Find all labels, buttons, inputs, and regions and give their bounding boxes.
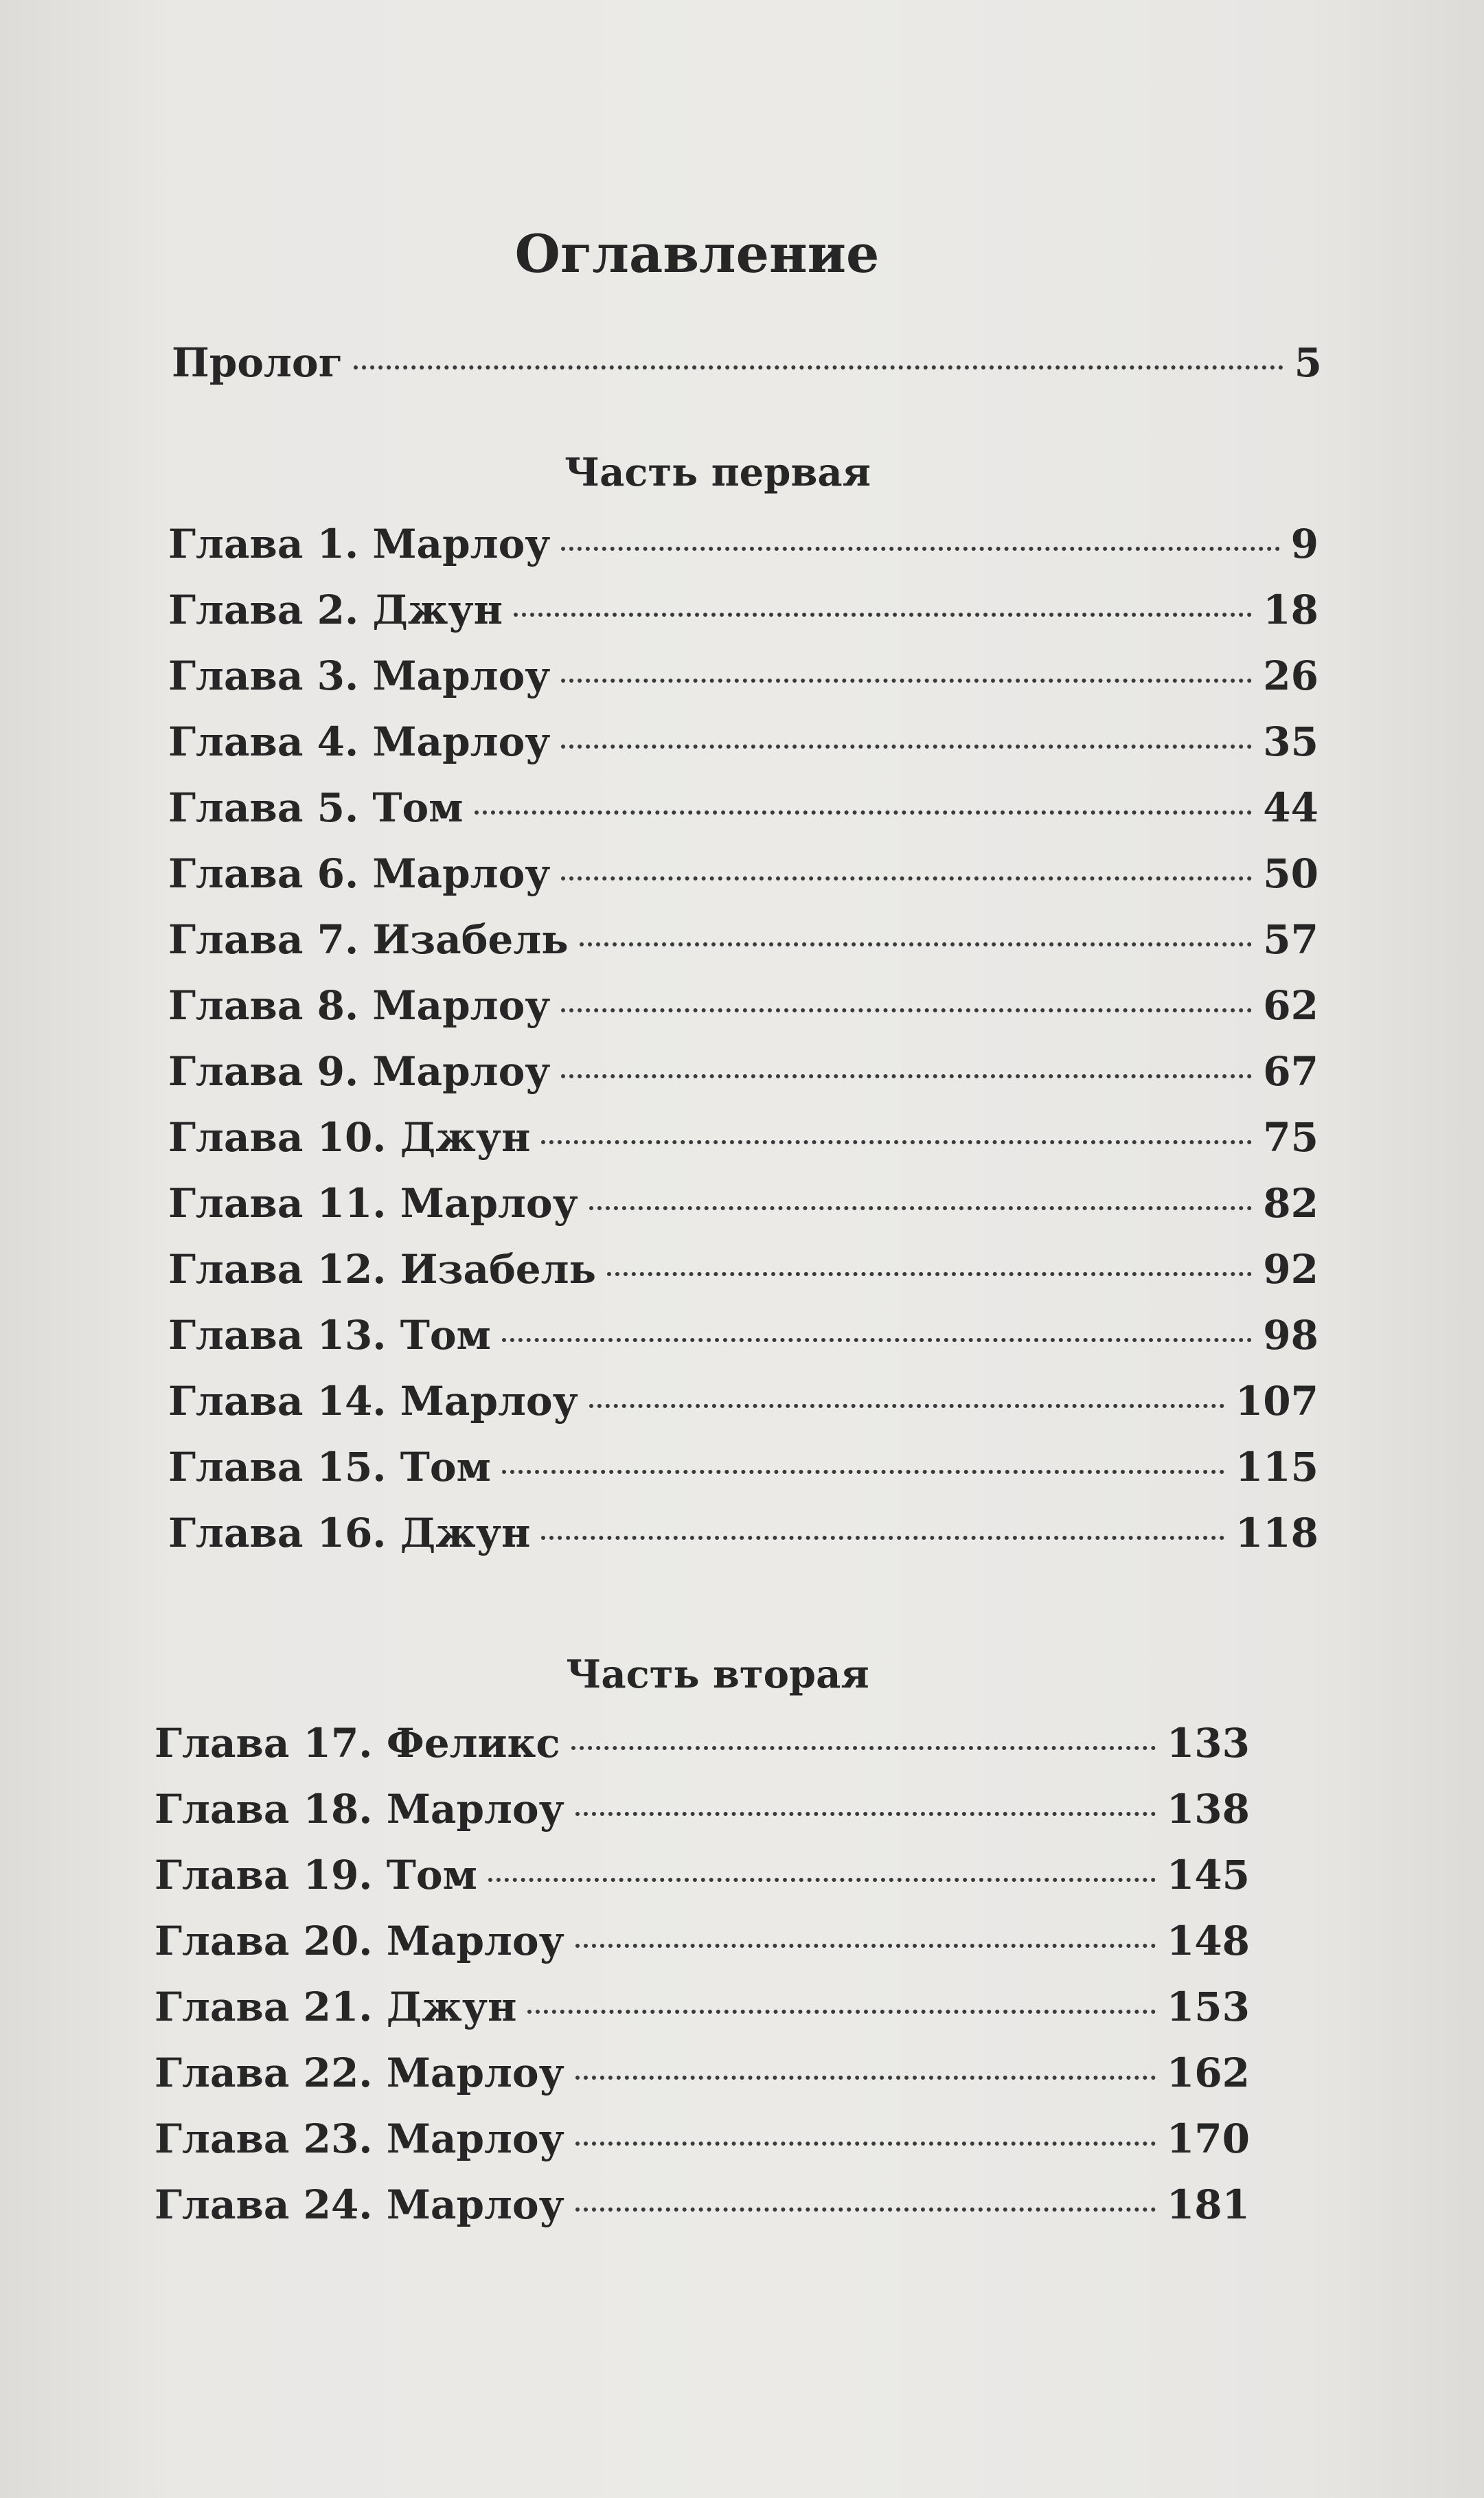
entry-page: 67 (1263, 1048, 1319, 1095)
dot-leader (561, 679, 1252, 683)
toc-entry (155, 2172, 1250, 2238)
entry-page: 133 (1166, 1720, 1250, 1767)
entry-page: 5 (1294, 339, 1322, 386)
entry-page: 82 (1263, 1180, 1319, 1227)
entry-label: Глава 7. Изабель (168, 916, 569, 963)
dot-leader (514, 613, 1252, 617)
entry-page: 107 (1235, 1378, 1319, 1424)
entry-page: 18 (1263, 587, 1319, 633)
entry-page: 92 (1263, 1246, 1319, 1293)
dot-leader (502, 1470, 1224, 1474)
toc-entry-prologue (155, 330, 1322, 396)
toc-entry (155, 1710, 1250, 1776)
dot-leader (475, 810, 1253, 815)
entry-page: 153 (1166, 1984, 1250, 2030)
dot-leader (541, 1536, 1224, 1540)
toc-entry (155, 1974, 1250, 2040)
entry-label: Глава 4. Марлоу (168, 718, 551, 765)
dot-leader (541, 1140, 1252, 1144)
dot-leader (589, 1206, 1253, 1210)
entry-label: Глава 19. Том (155, 1852, 477, 1898)
entry-label: Глава 23. Марлоу (155, 2115, 564, 2162)
entry-label: Глава 9. Марлоу (168, 1048, 551, 1095)
toc-entry (168, 1236, 1319, 1302)
toc-entry (168, 973, 1319, 1038)
toc-entry (168, 577, 1319, 643)
entry-label: Глава 11. Марлоу (168, 1180, 578, 1227)
dot-leader (575, 1944, 1156, 1948)
dot-leader (580, 942, 1253, 946)
entry-page: 98 (1263, 1312, 1319, 1359)
entry-label: Глава 13. Том (168, 1312, 491, 1359)
entry-label: Глава 12. Изабель (168, 1246, 596, 1293)
entry-page: 118 (1235, 1510, 1319, 1556)
entry-page: 26 (1263, 652, 1319, 699)
toc-entry (168, 1302, 1319, 1368)
entry-label: Глава 20. Марлоу (155, 1918, 564, 1964)
dot-leader (575, 2076, 1156, 2080)
entry-page: 50 (1263, 850, 1319, 897)
entry-label: Глава 5. Том (168, 784, 464, 831)
entry-page: 148 (1166, 1918, 1250, 1964)
entry-label: Глава 1. Марлоу (168, 521, 551, 567)
entry-label: Глава 15. Том (168, 1444, 491, 1490)
entry-label: Глава 10. Джун (168, 1114, 531, 1161)
part-heading: Часть первая (564, 450, 871, 495)
toc-entry (168, 1170, 1319, 1236)
dot-leader (561, 1008, 1252, 1012)
entry-label: Глава 3. Марлоу (168, 652, 551, 699)
entry-page: 62 (1263, 982, 1319, 1029)
entry-label: Глава 16. Джун (168, 1510, 531, 1556)
toc-entry (168, 1038, 1319, 1104)
entry-label: Глава 14. Марлоу (168, 1378, 578, 1424)
toc-entry (155, 2040, 1250, 2106)
part-heading: Часть вторая (566, 1652, 869, 1697)
dot-leader (488, 1878, 1156, 1882)
dot-leader (561, 1074, 1252, 1078)
toc-entry (168, 1434, 1319, 1500)
entry-label: Глава 22. Марлоу (155, 2050, 564, 2096)
dot-leader (575, 2142, 1156, 2146)
toc-entry (155, 1908, 1250, 1974)
entry-page: 44 (1263, 784, 1319, 831)
toc-entry (168, 511, 1319, 577)
entry-label: Глава 21. Джун (155, 1984, 517, 2030)
entry-label: Глава 6. Марлоу (168, 850, 551, 897)
toc-entry (168, 1368, 1319, 1434)
toc-entry (168, 841, 1319, 907)
toc-entry (168, 775, 1319, 841)
dot-leader (561, 876, 1252, 881)
dot-leader (571, 1746, 1156, 1750)
entry-page: 181 (1166, 2181, 1250, 2228)
dot-leader (527, 2010, 1156, 2014)
toc-entry (168, 907, 1319, 973)
dot-leader (589, 1404, 1224, 1408)
entry-page: 162 (1166, 2050, 1250, 2096)
dot-leader (561, 745, 1252, 749)
entry-page: 9 (1290, 521, 1319, 567)
entry-page: 57 (1263, 916, 1319, 963)
toc-entry (168, 1104, 1319, 1170)
chapter-list-part-2 (155, 1710, 1322, 2238)
dot-leader (561, 547, 1279, 551)
entry-label: Глава 18. Марлоу (155, 1786, 564, 1832)
entry-page: 75 (1263, 1114, 1319, 1161)
dot-leader (607, 1272, 1252, 1276)
entry-page: 170 (1166, 2115, 1250, 2162)
toc-entry (155, 1776, 1250, 1842)
dot-leader (575, 1812, 1156, 1816)
toc-entry (168, 1500, 1319, 1566)
entry-label: Глава 8. Марлоу (168, 982, 551, 1029)
entry-page: 145 (1166, 1852, 1250, 1898)
entry-label: Глава 17. Феликс (155, 1720, 560, 1767)
entry-label: Пролог (172, 339, 343, 386)
toc-entry (168, 643, 1319, 709)
entry-label: Глава 24. Марлоу (155, 2181, 564, 2228)
dot-leader (354, 365, 1283, 370)
dot-leader (575, 2207, 1156, 2212)
dot-leader (502, 1338, 1252, 1342)
entry-label: Глава 2. Джун (168, 587, 503, 633)
entry-page: 138 (1166, 1786, 1250, 1832)
toc-entry (155, 1842, 1250, 1908)
table-of-contents (155, 220, 1322, 2238)
toc-entry (155, 2106, 1250, 2172)
toc-entry (168, 709, 1319, 775)
entry-page: 115 (1235, 1444, 1319, 1490)
page-title: Оглавление (514, 223, 880, 284)
entry-page: 35 (1263, 718, 1319, 765)
chapter-list-part-1 (155, 511, 1322, 1566)
